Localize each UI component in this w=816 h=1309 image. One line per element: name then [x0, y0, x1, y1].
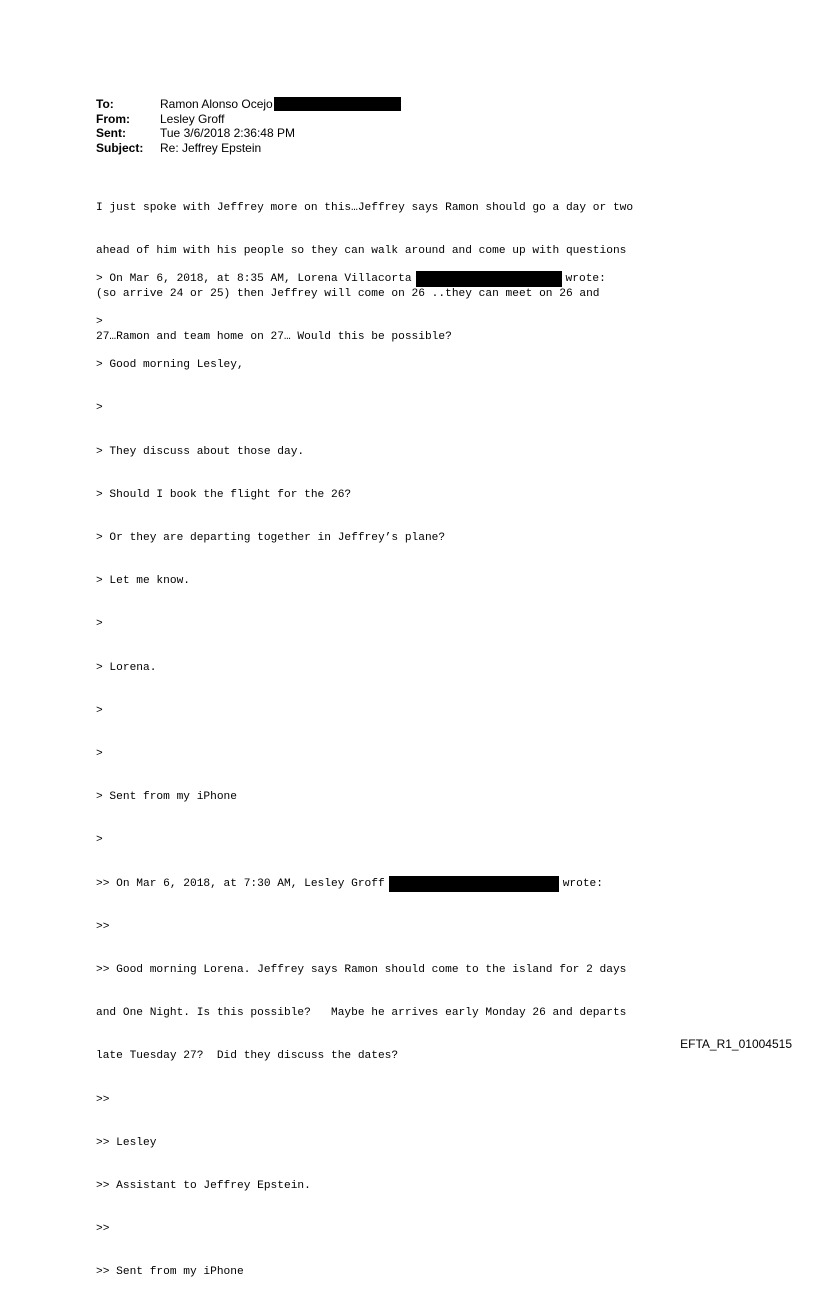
sent-value: Tue 3/6/2018 2:36:48 PM [160, 126, 295, 140]
quote-line: > Or they are departing together in Jeffrey’s plane? [96, 532, 446, 545]
quote-line: > [96, 704, 103, 717]
redaction-bar [274, 97, 401, 111]
quote-line: >> [96, 1093, 110, 1106]
from-row [96, 112, 401, 127]
quote-line: > [96, 316, 103, 329]
quote-line: >> [96, 1223, 110, 1236]
quote-line: late Tuesday 27? Did they discuss the dates? [96, 1050, 399, 1063]
from-value: Lesley Groff [160, 111, 225, 126]
quote-header-line [96, 272, 626, 286]
quote-header-line [96, 877, 626, 891]
body-line: 27…Ramon and team home on 27… Would this be possible? [96, 331, 452, 344]
quote-line: > Should I book the flight for the 26? [96, 488, 352, 501]
to-value: Ramon Alonso Ocejo [160, 97, 273, 111]
subject-row [96, 141, 401, 156]
quote-header-wrote: wrote: [565, 272, 606, 285]
quote-header-wrote: wrote: [562, 877, 603, 890]
quote-line: > Let me know. [96, 575, 190, 588]
subject-value: Re: Jeffrey Epstein [160, 140, 262, 155]
email-header [96, 97, 401, 155]
subject-label: Subject: [96, 140, 144, 155]
quote-line: >> Good morning Lorena. Jeffrey says Ramon should come to the island for 2 days [96, 964, 627, 977]
body-line: (so arrive 24 or 25) then Jeffrey will come on 26 ..they can meet on 26 and [96, 288, 600, 301]
to-label: To: [96, 97, 114, 111]
quote-line: > Sent from my iPhone [96, 791, 237, 804]
body-line: I just spoke with Jeffrey more on this…Jeffrey says Ramon should go a day or two [96, 201, 634, 214]
quote-line: > [96, 834, 103, 847]
quote-line: > Good morning Lesley, [96, 359, 244, 372]
sent-label: Sent: [96, 126, 126, 140]
redaction-bar [416, 271, 562, 287]
quote-header-text: > On Mar 6, 2018, at 8:35 AM, Lorena Villacorta [96, 272, 412, 285]
quoted-thread [96, 243, 626, 1309]
quote-line: >> Sent from my iPhone [96, 1266, 244, 1279]
body-line: ahead of him with his people so they can walk around and come up with questions [96, 245, 627, 258]
quote-line: > They discuss about those day. [96, 445, 305, 458]
to-row [96, 97, 401, 112]
quote-line: > [96, 748, 103, 761]
document-id: EFTA_R1_01004515 [680, 1037, 792, 1051]
quote-line: > Lorena. [96, 661, 157, 674]
from-label: From: [96, 111, 130, 126]
quote-header-text: >> On Mar 6, 2018, at 7:30 AM, Lesley Groff [96, 877, 385, 890]
quote-line: > [96, 618, 103, 631]
quote-line: > [96, 402, 103, 415]
redaction-bar [389, 876, 559, 892]
quote-line: >> Assistant to Jeffrey Epstein. [96, 1180, 311, 1193]
quote-line: >> [96, 920, 110, 933]
quote-line: and One Night. Is this possible? Maybe he arrives early Monday 26 and departs [96, 1007, 627, 1020]
quote-line: >> Lesley [96, 1136, 157, 1149]
sent-row [96, 126, 401, 141]
